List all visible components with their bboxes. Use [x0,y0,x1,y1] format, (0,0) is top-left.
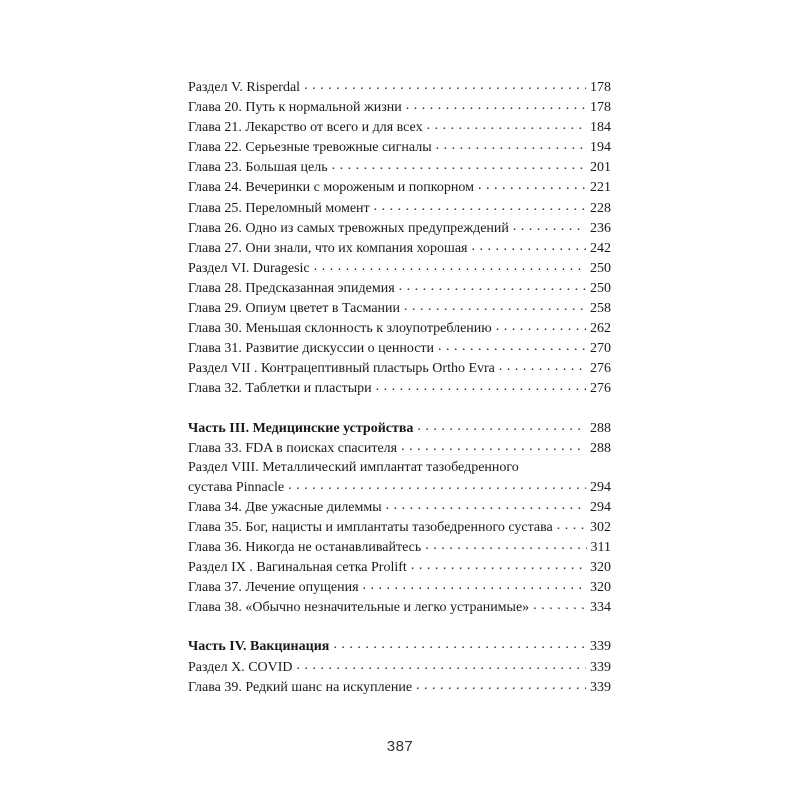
toc-entry-page: 250 [590,260,611,276]
toc-entry-chapter-20 [188,97,611,117]
dot-leader [374,198,586,212]
toc-entry-part-3 [188,418,611,438]
dot-leader [304,77,586,91]
dot-leader [533,597,586,611]
toc-entry-title-line2: сустава Pinnacle [188,479,285,495]
dot-leader [438,338,586,352]
dot-leader [376,378,586,392]
dot-leader [399,278,586,292]
toc-entry-page: 294 [590,479,611,495]
dot-leader [557,517,586,531]
toc-entry-page: 311 [590,540,611,556]
toc-entry-page: 221 [590,180,611,196]
table-of-contents [188,77,611,697]
toc-entry-title: Глава 38. «Обычно незначительные и легко устранимые» [188,600,530,616]
dot-leader [417,418,586,432]
toc-entry-title: Глава 39. Редкий шанс на искупление [188,679,413,695]
toc-entry-chapter-37 [188,577,611,597]
toc-entry-chapter-35 [188,517,611,537]
toc-entry-title: Глава 20. Путь к нормальной жизни [188,100,402,116]
toc-entry-chapter-21 [188,117,611,137]
toc-entry-page: 242 [590,240,611,256]
toc-entry-chapter-29 [188,298,611,318]
toc-entry-title: Раздел X. COVID [188,659,293,675]
toc-entry-page: 276 [590,381,611,397]
dot-leader [386,497,586,511]
toc-part-heading: Часть IV. Вакцинация [188,639,330,655]
toc-part-heading: Часть III. Медицинские устройства [188,420,414,436]
dot-leader [496,318,586,332]
toc-entry-title: Глава 31. Развитие дискуссии о ценности [188,341,435,357]
toc-entry-page: 334 [590,600,611,616]
toc-entry-title: Глава 30. Меньшая склонность к злоупотреблению [188,321,492,337]
toc-entry-page: 201 [590,160,611,176]
toc-entry-page: 178 [590,80,611,95]
toc-entry-title: Глава 32. Таблетки и пластыри [188,381,372,397]
toc-entry-title: Глава 23. Большая цель [188,160,328,176]
dot-leader [427,117,586,131]
dot-leader [332,157,586,171]
toc-entry-page: 258 [590,301,611,317]
toc-entry-page: 184 [590,120,611,136]
dot-leader [333,636,586,650]
part-spacer [188,617,611,636]
toc-entry-title: Глава 37. Лечение опущения [188,580,359,596]
dot-leader [513,218,586,232]
toc-entry-section-8 [188,458,611,497]
dot-leader [288,477,586,491]
toc-entry-page: 178 [590,100,611,116]
dot-leader [404,298,586,312]
toc-entry-chapter-38 [188,597,611,617]
toc-entry-chapter-26 [188,218,611,238]
toc-entry-chapter-27 [188,238,611,258]
dot-leader [406,97,586,111]
toc-entry-page: 276 [590,361,611,377]
toc-entry-page: 339 [590,659,611,675]
toc-entry-chapter-32 [188,378,611,398]
toc-entry-chapter-34 [188,497,611,517]
toc-entry-title: Раздел VI. Duragesic [188,260,310,276]
toc-entry-chapter-25 [188,198,611,218]
dot-leader [314,258,586,272]
toc-entry-section-10 [188,657,611,677]
toc-entry-chapter-23 [188,157,611,177]
dot-leader [416,677,586,691]
toc-entry-page: 302 [590,519,611,535]
toc-entry-page: 339 [590,639,611,655]
toc-entry-title: Глава 28. Предсказанная эпидемия [188,280,395,296]
dot-leader [363,577,586,591]
toc-entry-title: Глава 21. Лекарство от всего и для всех [188,120,423,136]
toc-entry-title: Глава 34. Две ужасные дилеммы [188,499,382,515]
dot-leader [436,137,586,151]
toc-entry-page: 288 [590,440,611,456]
part-spacer [188,399,611,418]
toc-entry-page: 228 [590,200,611,216]
toc-entry-chapter-39 [188,677,611,697]
dot-leader [499,358,586,372]
toc-entry-section-6 [188,258,611,278]
toc-entry-title: Глава 25. Переломный момент [188,200,370,216]
toc-entry-chapter-22 [188,137,611,157]
toc-entry-section-7 [188,358,611,378]
toc-entry-title: Глава 27. Они знали, что их компания хорошая [188,240,468,256]
dot-leader [472,238,587,252]
toc-entry-chapter-30 [188,318,611,338]
toc-entry-title: Глава 29. Опиум цветет в Тасмании [188,301,401,317]
toc-entry-chapter-36 [188,537,611,557]
toc-entry-page: 320 [590,580,611,596]
dot-leader [478,177,586,191]
toc-entry-title: Раздел IX . Вагинальная сетка Prolift [188,560,407,576]
toc-entry-page: 250 [590,280,611,296]
dot-leader [297,657,586,671]
toc-entry-title: Глава 24. Вечеринки с мороженым и попкорном [188,180,474,196]
toc-entry-title: Раздел VII . Контрацептивный пластырь Ortho Evra [188,361,495,377]
toc-entry-title: Глава 33. FDA в поисках спасителя [188,440,398,456]
toc-entry-page: 194 [590,140,611,156]
toc-entry-title: Глава 36. Никогда не останавливайтесь [188,540,422,556]
toc-entry-page: 288 [590,420,611,436]
page-number: 387 [386,738,414,755]
toc-entry-page: 320 [590,560,611,576]
toc-entry-title: Глава 22. Серьезные тревожные сигналы [188,140,432,156]
toc-entry-chapter-33 [188,438,611,458]
toc-entry-page: 270 [590,341,611,357]
toc-entry-title: Глава 26. Одно из самых тревожных предупреждений [188,220,509,236]
toc-entry-page: 236 [590,220,611,236]
toc-entry-chapter-28 [188,278,611,298]
toc-entry-page: 294 [590,499,611,515]
toc-entry-title: Глава 35. Бог, нацисты и имплантаты тазобедренного сустава [188,519,553,535]
toc-entry-chapter-31 [188,338,611,358]
toc-entry-section-9 [188,557,611,577]
dot-leader [411,557,586,571]
toc-entry-chapter-24 [188,177,611,197]
toc-entry-page: 339 [590,679,611,695]
dot-leader [401,438,586,452]
toc-entry-page: 262 [590,321,611,337]
dot-leader [425,537,586,551]
toc-entry-title-line1: Раздел VIII. Металлический имплантат тазобедренного [188,459,519,475]
toc-entry-part-4 [188,636,611,656]
toc-entry-section-5 [188,77,611,97]
toc-entry-title: Раздел V. Risperdal [188,80,301,95]
